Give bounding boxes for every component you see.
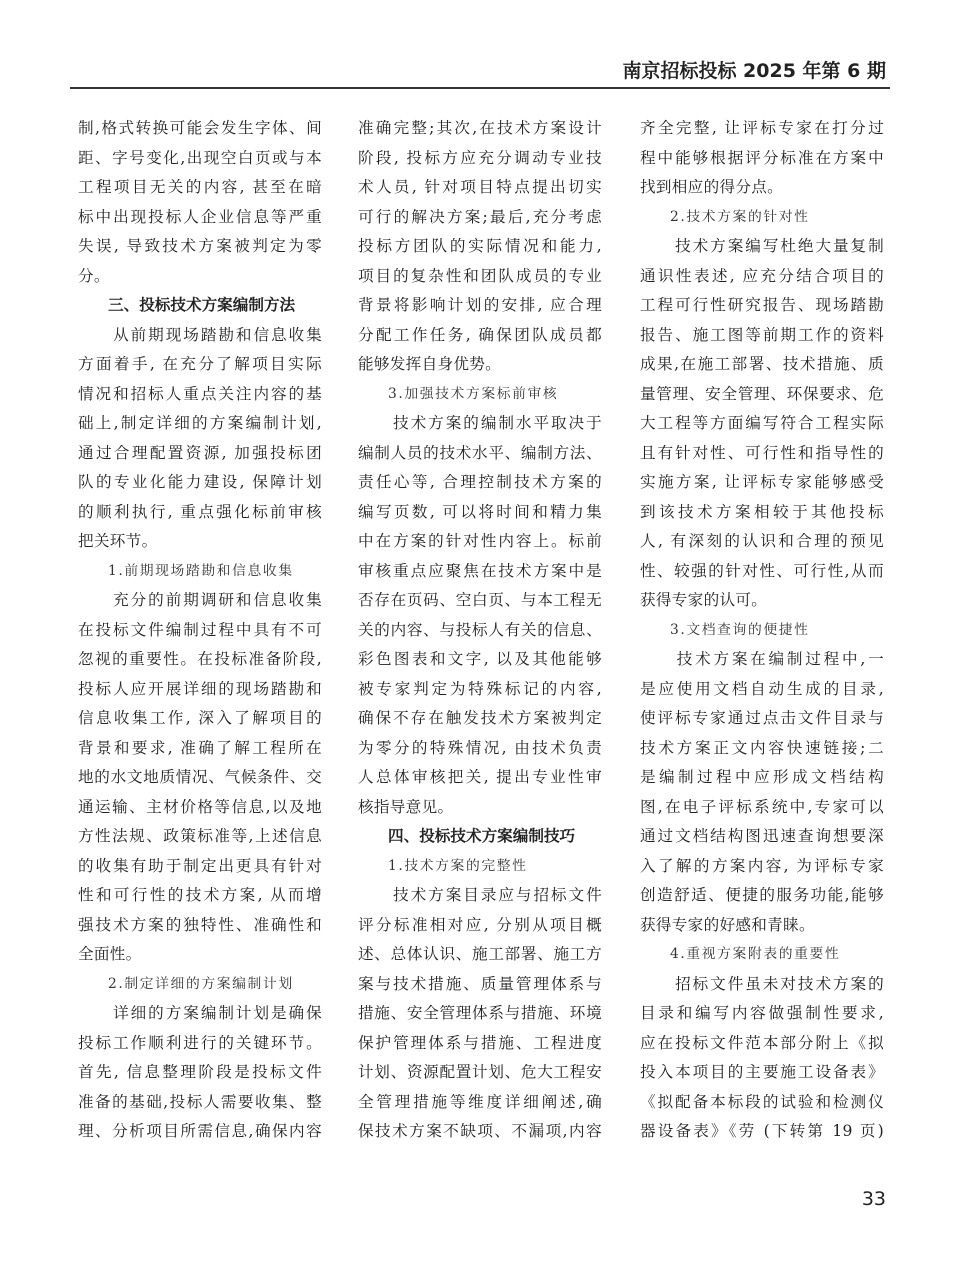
- paragraph-line: 项目的复杂性和团队成员的专业: [358, 266, 602, 285]
- paragraph-line: 通过合理配置资源, 加强投标团: [78, 443, 322, 462]
- paragraph-line: 述、总体认识、施工部署、施工方: [358, 945, 602, 963]
- paragraph-line: 图,在电子评标系统中,专家可以: [640, 797, 884, 816]
- paragraph-line: 应在投标文件范本部分附上《拟: [640, 1033, 884, 1052]
- paragraph-line: 投入本项目的主要施工设备表》: [640, 1063, 884, 1081]
- paragraph-line: 技术方案正文内容快速链接;二: [640, 738, 884, 757]
- paragraph-line: 关的内容、与投标人有关的信息、: [358, 620, 602, 639]
- paragraph-line: 制,格式转换可能会发生字体、间: [78, 119, 322, 137]
- paragraph-line: 性和可行性的技术方案, 从而增: [78, 886, 322, 904]
- paragraph-line: 在投标文件编制过程中具有不可: [78, 620, 322, 639]
- paragraph-line: 的收集有助于制定出更具有针对: [78, 856, 322, 875]
- text-column-1: [78, 114, 322, 1189]
- paragraph-line: 从前期现场踏勘和信息收集: [78, 325, 322, 344]
- paragraph-line: 案与技术措施、质量管理体系与: [358, 974, 602, 993]
- paragraph-line: 量管理、安全管理、环保要求、危: [640, 384, 884, 403]
- paragraph-line: 招标文件虽未对技术方案的: [640, 974, 884, 993]
- paragraph-line: 确保不存在触发技术方案被判定: [358, 709, 602, 727]
- paragraph-line: 齐全完整, 让评标专家在打分过: [640, 119, 884, 137]
- paragraph-line: 到该技术方案相较于其他投标: [640, 502, 884, 521]
- paragraph-line: 责任心等, 合理控制技术方案的: [358, 473, 602, 491]
- paragraph-line: 措施、安全管理体系与措施、环境: [358, 1004, 602, 1022]
- paragraph-line: 报告、施工图等前期工作的资料: [640, 325, 884, 344]
- header-divider: [70, 87, 890, 89]
- paragraph-line: 器设备表》《劳 (下转第 19 页): [640, 1122, 884, 1140]
- paragraph-line: 获得专家的认可。: [640, 591, 768, 609]
- paragraph-line: 地的水文地质情况、气候条件、交: [78, 768, 322, 786]
- paragraph-line: 找到相应的得分点。: [640, 178, 784, 196]
- paragraph-line: 强技术方案的独特性、准确性和: [78, 915, 322, 934]
- paragraph-line: 理、分析项目所需信息,确保内容: [78, 1122, 322, 1140]
- paragraph-line: 距、字号变化,出现空白页或与本: [78, 148, 322, 167]
- paragraph-line: 人总体审核把关, 提出专业性审: [358, 768, 602, 786]
- paragraph-line: 技术方案在编制过程中,一: [640, 650, 884, 668]
- paragraph-line: 大工程等方面编写符合工程实际: [640, 414, 884, 432]
- paragraph-line: 通运输、主材价格等信息,以及地: [78, 797, 322, 816]
- subsection-heading: 2.制定详细的方案编制计划: [108, 975, 294, 992]
- paragraph-line: 核指导意见。: [358, 797, 454, 816]
- paragraph-line: 技术方案的编制水平取决于: [358, 414, 602, 432]
- paragraph-line: 保护管理体系与措施、工程进度: [358, 1033, 602, 1052]
- paragraph-line: 技术方案编写杜绝大量复制: [640, 237, 884, 255]
- paragraph-line: 准备的基础,投标人需要收集、整: [78, 1092, 322, 1111]
- paragraph-line: 编制人员的技术水平、编制方法、: [358, 443, 602, 462]
- subsection-heading: 3.加强技术方案标前审核: [388, 385, 559, 402]
- subsection-heading: 3.文档查询的便捷性: [670, 621, 810, 638]
- paragraph-line: 分。: [78, 266, 110, 285]
- paragraph-line: 使评标专家通过点击文件目录与: [640, 709, 884, 727]
- paragraph-line: 背景和要求, 准确了解工程所在: [78, 738, 322, 757]
- paragraph-line: 全管理措施等维度详细阐述,确: [358, 1092, 602, 1111]
- paragraph-line: 审核重点应聚焦在技术方案中是: [358, 561, 602, 580]
- paragraph-line: 评分标准相对应, 分别从项目概: [358, 915, 602, 934]
- paragraph-line: 投标人应开展详细的现场踏勘和: [78, 679, 322, 698]
- paragraph-line: 编写页数, 可以将时间和精力集: [358, 502, 602, 521]
- paragraph-line: 详细的方案编制计划是确保: [78, 1004, 322, 1022]
- paragraph-line: 术人员, 针对项目特点提出切实: [358, 178, 602, 196]
- text-column-2: [358, 114, 602, 1189]
- paragraph-line: 性、较强的针对性、可行性,从而: [640, 561, 884, 580]
- paragraph-line: 入了解的方案内容, 为评标专家: [640, 856, 884, 875]
- paragraph-line: 情况和招标人重点关注内容的基: [78, 384, 322, 403]
- paragraph-line: 人, 有深刻的认识和合理的预见: [640, 532, 884, 550]
- paragraph-line: 队的专业化能力建设, 保障计划: [78, 473, 322, 491]
- paragraph-line: 工程可行性研究报告、现场踏勘: [640, 296, 884, 314]
- paragraph-line: 中在方案的针对性内容上。标前: [358, 532, 602, 550]
- paragraph-line: 可行的解决方案;最后,充分考虑: [358, 207, 602, 226]
- paragraph-line: 创造舒适、便捷的服务功能,能够: [640, 886, 884, 904]
- paragraph-line: 把关环节。: [78, 532, 158, 550]
- paragraph-line: 失误, 导致技术方案被判定为零: [78, 237, 322, 255]
- paragraph-line: 彩色图表和文字, 以及其他能够: [358, 650, 602, 668]
- paragraph-line: 通过文档结构图迅速查询想要深: [640, 827, 884, 845]
- paragraph-line: 分配工作任务, 确保团队成员都: [358, 325, 602, 344]
- paragraph-line: 为零分的特殊情况, 由技术负责: [358, 738, 602, 757]
- section-heading: 四、投标技术方案编制技巧: [388, 827, 576, 845]
- paragraph-line: 的顺利执行, 重点强化标前审核: [78, 502, 322, 521]
- paragraph-line: 投标方团队的实际情况和能力,: [358, 237, 602, 255]
- paragraph-line: 全面性。: [78, 945, 142, 963]
- paragraph-line: 背景将影响计划的安排, 应合理: [358, 296, 602, 314]
- paragraph-line: 方面着手, 在充分了解项目实际: [78, 355, 322, 373]
- page-number: 33: [861, 1188, 886, 1210]
- paragraph-line: 投标工作顺利进行的关键环节。: [78, 1033, 322, 1052]
- paragraph-line: 目录和编写内容做强制性要求,: [640, 1004, 884, 1022]
- text-column-3: [640, 114, 884, 1189]
- paragraph-line: 标中出现投标人企业信息等严重: [78, 207, 322, 226]
- paragraph-line: 获得专家的好感和青睐。: [640, 915, 815, 934]
- section-heading: 三、投标技术方案编制方法: [108, 296, 296, 314]
- paragraph-line: 充分的前期调研和信息收集: [78, 591, 322, 609]
- paragraph-line: 成果,在施工部署、技术措施、质: [640, 355, 884, 373]
- paragraph-line: 首先, 信息整理阶段是投标文件: [78, 1063, 322, 1081]
- paragraph-line: 信息收集工作, 深入了解项目的: [78, 709, 322, 727]
- paragraph-line: 础上,制定详细的方案编制计划,: [78, 414, 322, 432]
- paragraph-line: 是编制过程中应形成文档结构: [640, 768, 884, 786]
- paragraph-line: 否存在页码、空白页、与本工程无: [358, 591, 602, 609]
- subsection-heading: 4.重视方案附表的重要性: [670, 946, 841, 962]
- paragraph-line: 通识性表述, 应充分结合项目的: [640, 266, 884, 285]
- paragraph-line: 且有针对性、可行性和指导性的: [640, 443, 884, 462]
- subsection-heading: 1.前期现场踏勘和信息收集: [108, 562, 294, 579]
- paragraph-line: 工程项目无关的内容, 甚至在暗: [78, 178, 322, 196]
- paragraph-line: 实施方案, 让评标专家能够感受: [640, 473, 884, 491]
- paragraph-line: 能够发挥自身优势。: [358, 355, 502, 373]
- paragraph-line: 计划、资源配置计划、危大工程安: [358, 1063, 602, 1081]
- paragraph-line: 技术方案目录应与招标文件: [358, 886, 602, 904]
- paragraph-line: 程中能够根据评分标准在方案中: [640, 148, 884, 167]
- paragraph-line: 方性法规、政策标准等,上述信息: [78, 827, 322, 845]
- subsection-heading: 1.技术方案的完整性: [388, 857, 528, 874]
- paragraph-line: 忽视的重要性。在投标准备阶段,: [78, 650, 322, 668]
- paragraph-line: 是应使用文档自动生成的目录,: [640, 679, 884, 698]
- paragraph-line: 被专家判定为特殊标记的内容,: [358, 679, 602, 698]
- paragraph-line: 阶段, 投标方应充分调动专业技: [358, 148, 602, 167]
- paragraph-line: 准确完整;其次,在技术方案设计: [358, 119, 602, 137]
- journal-header-title: 南京招标投标 2025 年第 6 期: [622, 60, 886, 82]
- paragraph-line: 《拟配备本标段的试验和检测仪: [640, 1092, 884, 1111]
- subsection-heading: 2.技术方案的针对性: [670, 208, 810, 225]
- paragraph-line: 保技术方案不缺项、不漏项,内容: [358, 1122, 602, 1140]
